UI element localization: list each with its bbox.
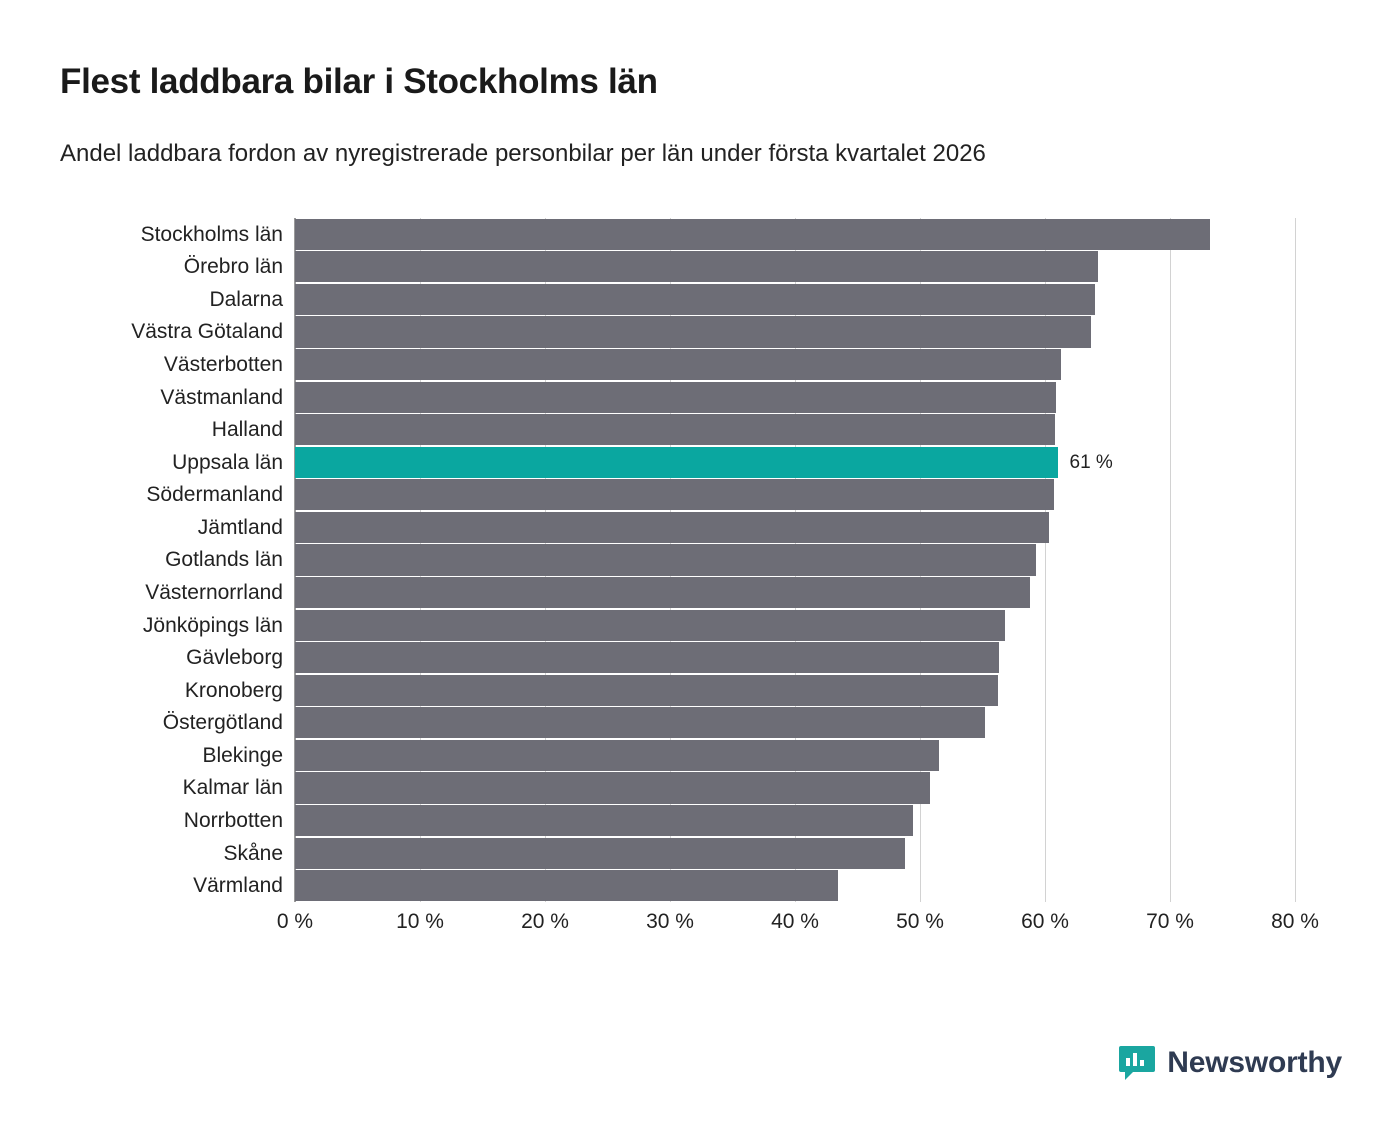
bar[interactable] <box>295 512 1049 543</box>
bar-row[interactable] <box>202 740 1295 771</box>
bar[interactable] <box>295 610 1005 641</box>
category-label: Västmanland <box>160 385 283 409</box>
bar-row[interactable] <box>223 838 1295 869</box>
bar[interactable] <box>295 414 1055 445</box>
bar-row[interactable] <box>145 577 1295 608</box>
gridline <box>1295 218 1296 902</box>
category-label: Södermanland <box>146 483 283 507</box>
x-axis-tick-label: 40 % <box>771 910 819 933</box>
x-axis-tick-label: 50 % <box>896 910 944 933</box>
category-label: Värmland <box>193 874 283 898</box>
bar-row[interactable] <box>163 349 1295 380</box>
bar[interactable] <box>295 447 1058 478</box>
bar[interactable] <box>295 838 905 869</box>
category-label: Skåne <box>223 841 283 865</box>
bar-row[interactable] <box>186 642 1295 673</box>
bar[interactable] <box>295 740 939 771</box>
bar-chart-bubble-icon <box>1117 1043 1157 1083</box>
bar[interactable] <box>295 251 1098 282</box>
bar[interactable] <box>295 544 1036 575</box>
bar[interactable] <box>295 349 1061 380</box>
bar-row[interactable] <box>165 544 1295 575</box>
brand-name: Newsworthy <box>1167 1046 1342 1079</box>
x-axis-tick-label: 10 % <box>396 910 444 933</box>
brand-logo <box>1117 1043 1342 1083</box>
x-axis-tick-label: 60 % <box>1021 910 1069 933</box>
page-title: Flest laddbara bilar i Stockholms län <box>60 62 658 101</box>
category-label: Dalarna <box>209 287 283 311</box>
category-label: Örebro län <box>183 255 283 279</box>
plot-area <box>131 218 1319 933</box>
x-axis-tick-label: 0 % <box>276 910 314 933</box>
bar-row[interactable] <box>172 447 1295 478</box>
category-label: Jönköpings län <box>142 613 283 637</box>
bar-row[interactable] <box>146 479 1295 510</box>
bar[interactable] <box>295 284 1095 315</box>
category-label: Jämtland <box>197 515 283 539</box>
bar[interactable] <box>295 642 999 673</box>
category-label: Västernorrland <box>145 581 283 605</box>
bar-row[interactable] <box>140 219 1295 250</box>
bar[interactable] <box>295 772 930 803</box>
bar-row[interactable] <box>211 414 1295 445</box>
category-label: Uppsala län <box>172 450 283 474</box>
x-axis-tick-label: 80 % <box>1271 910 1319 933</box>
category-label: Västra Götaland <box>131 320 283 344</box>
bar-value-label: 61 % <box>1069 451 1113 473</box>
bar-row[interactable] <box>160 382 1295 413</box>
category-label: Stockholms län <box>140 222 283 246</box>
bar-row[interactable] <box>182 772 1295 803</box>
bar-row[interactable] <box>183 251 1295 282</box>
bar[interactable] <box>295 479 1054 510</box>
category-label: Kronoberg <box>184 678 283 702</box>
category-label: Blekinge <box>202 743 283 767</box>
bar-row[interactable] <box>131 316 1295 347</box>
bar[interactable] <box>295 219 1210 250</box>
bar[interactable] <box>295 577 1030 608</box>
x-axis-tick-label: 20 % <box>521 910 569 933</box>
bar[interactable] <box>295 805 913 836</box>
page-subtitle: Andel laddbara fordon av nyregistrerade personbilar per län under första kvartalet 2026 <box>60 140 986 167</box>
x-axis-tick-label: 70 % <box>1146 910 1194 933</box>
category-label: Halland <box>211 418 283 442</box>
bar[interactable] <box>295 316 1091 347</box>
bar[interactable] <box>295 707 985 738</box>
category-label: Västerbotten <box>163 353 283 377</box>
category-label: Kalmar län <box>182 776 283 800</box>
x-axis-tick-label: 30 % <box>646 910 694 933</box>
bar-row[interactable] <box>142 610 1295 641</box>
bar[interactable] <box>295 870 838 901</box>
category-label: Gotlands län <box>165 548 283 572</box>
category-label: Östergötland <box>162 711 283 735</box>
bar-row[interactable] <box>162 707 1295 738</box>
bar-row[interactable] <box>209 284 1295 315</box>
bar[interactable] <box>295 675 998 706</box>
bar-row[interactable] <box>183 805 1295 836</box>
category-label: Norrbotten <box>183 809 283 833</box>
bar-row[interactable] <box>193 870 1295 901</box>
category-label: Gävleborg <box>186 646 283 670</box>
bar-row[interactable] <box>184 675 1295 706</box>
bar-row[interactable] <box>197 512 1295 543</box>
bar[interactable] <box>295 382 1056 413</box>
